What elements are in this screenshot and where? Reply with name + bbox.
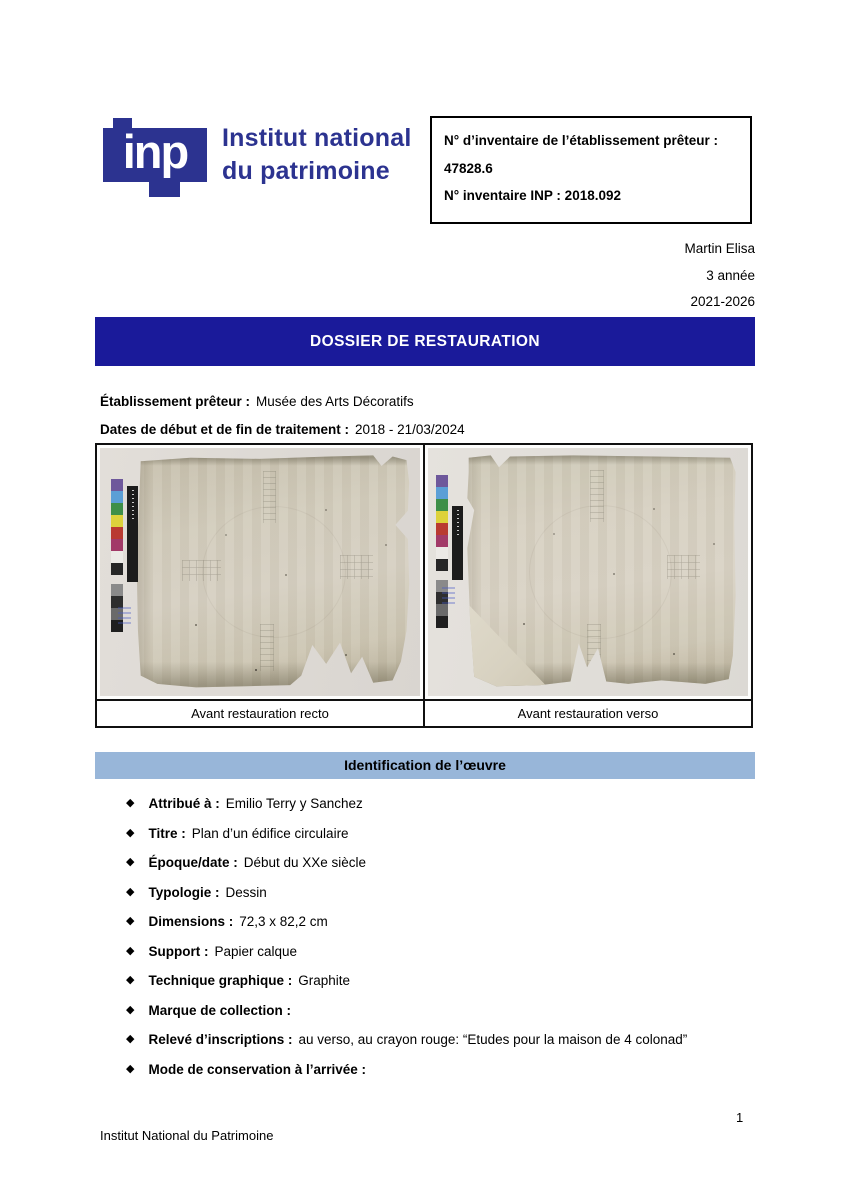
faint-plan-drawing xyxy=(667,555,700,579)
photo-table xyxy=(95,443,753,728)
item-label: Relevé d’inscriptions : xyxy=(148,1032,293,1047)
identification-list xyxy=(126,795,746,1090)
list-item xyxy=(126,825,746,842)
item-value: Dessin xyxy=(225,884,267,900)
item-label: Attribué à : xyxy=(148,796,220,811)
diamond-bullet-icon: ◆ xyxy=(126,885,135,898)
artwork-paper-recto xyxy=(135,454,412,690)
faint-plan-drawing xyxy=(590,470,604,522)
institution-name-line2: du patrimoine xyxy=(222,157,390,185)
loan-info xyxy=(100,388,465,444)
item-label: Technique graphique : xyxy=(148,973,293,988)
item-label: Dimensions : xyxy=(148,914,234,929)
treatment-dates-line xyxy=(100,416,465,444)
diamond-bullet-icon: ◆ xyxy=(126,1003,135,1016)
lender-line xyxy=(100,388,465,416)
item-label: Mode de conservation à l’arrivée : xyxy=(148,1061,367,1077)
page-number: 1 xyxy=(736,1110,744,1125)
caption-row xyxy=(97,699,751,726)
photo-cell-verso xyxy=(425,445,751,699)
lender-label: Établissement prêteur : xyxy=(100,394,251,409)
lender-value: Musée des Arts Décoratifs xyxy=(256,394,414,409)
faint-plan-drawing xyxy=(587,624,601,672)
inp-logo xyxy=(103,112,209,198)
diamond-bullet-icon: ◆ xyxy=(126,797,135,809)
photo-avant-recto xyxy=(100,448,420,696)
section-banner-identification: Identification de l’œuvre xyxy=(95,752,755,779)
inventory-lender-number: 47828.6 xyxy=(444,160,493,176)
blue-inscription-mark xyxy=(442,587,455,604)
treatment-dates-value: 2018 - 21/03/2024 xyxy=(355,422,465,437)
student-block xyxy=(684,236,755,316)
item-value: Emilio Terry y Sanchez xyxy=(225,796,363,811)
diamond-bullet-icon: ◆ xyxy=(126,1033,135,1045)
caption-recto: Avant restauration recto xyxy=(97,701,425,726)
faint-plan-drawing xyxy=(340,555,373,579)
faint-plan-drawing xyxy=(202,506,346,638)
color-checker-strip xyxy=(436,475,448,628)
faint-plan-drawing xyxy=(263,471,277,523)
faint-plan-drawing xyxy=(260,624,274,671)
list-item xyxy=(126,972,746,989)
photo-cell-recto xyxy=(97,445,425,699)
item-value: Plan d’un édifice circulaire xyxy=(191,825,349,841)
list-item xyxy=(126,1061,746,1078)
student-year: 3 année xyxy=(706,267,755,283)
title-banner: DOSSIER DE RESTAURATION xyxy=(95,317,755,366)
diamond-bullet-icon: ◆ xyxy=(126,856,135,868)
diamond-bullet-icon: ◆ xyxy=(126,944,135,957)
inventory-box xyxy=(430,116,752,224)
treatment-dates-label: Dates de début et de fin de traitement : xyxy=(100,422,350,437)
inventory-lender-label: N° d’inventaire de l’établissement prêteur : xyxy=(444,133,718,148)
item-value: Papier calque xyxy=(214,943,298,959)
student-period: 2021-2026 xyxy=(690,294,755,309)
paper-specks xyxy=(463,453,465,455)
faint-plan-drawing xyxy=(529,505,672,638)
item-value: au verso, au crayon rouge: “Etudes pour la maison de 4 colonad” xyxy=(298,1032,688,1047)
item-label: Titre : xyxy=(148,825,186,841)
item-value: Graphite xyxy=(298,973,351,988)
inventory-inp-number: N° inventaire INP : 2018.092 xyxy=(444,188,621,203)
faint-plan-drawing xyxy=(182,560,221,581)
diamond-bullet-icon: ◆ xyxy=(126,1062,135,1075)
diamond-bullet-icon: ◆ xyxy=(126,826,135,839)
blue-inscription-mark xyxy=(118,607,131,624)
inp-logo-acronym: inp xyxy=(122,125,188,178)
footer-institution: Institut National du Patrimoine xyxy=(100,1128,274,1143)
list-item xyxy=(126,795,746,812)
item-label: Typologie : xyxy=(148,884,220,900)
list-item xyxy=(126,884,746,901)
scale-bar xyxy=(452,506,463,580)
photo-avant-verso xyxy=(428,448,748,696)
item-value: Début du XXe siècle xyxy=(243,855,367,870)
item-label: Marque de collection : xyxy=(148,1002,291,1018)
item-value: 72,3 x 82,2 cm xyxy=(239,914,328,929)
student-name: Martin Elisa xyxy=(684,241,755,256)
scale-bar xyxy=(127,486,138,582)
list-item xyxy=(126,1031,746,1048)
list-item xyxy=(126,913,746,930)
item-label: Support : xyxy=(148,943,209,959)
item-label: Époque/date : xyxy=(148,855,238,870)
list-item xyxy=(126,854,746,871)
list-item xyxy=(126,943,746,960)
diamond-bullet-icon: ◆ xyxy=(126,974,135,986)
photo-row xyxy=(97,445,751,699)
paper-specks xyxy=(135,454,137,456)
institution-name xyxy=(222,122,412,188)
institution-name-line1: Institut national xyxy=(222,124,412,152)
caption-verso: Avant restauration verso xyxy=(517,706,659,721)
inp-logo-shape xyxy=(149,182,180,197)
list-item xyxy=(126,1002,746,1019)
diamond-bullet-icon: ◆ xyxy=(126,915,135,927)
artwork-paper-verso xyxy=(463,453,738,691)
